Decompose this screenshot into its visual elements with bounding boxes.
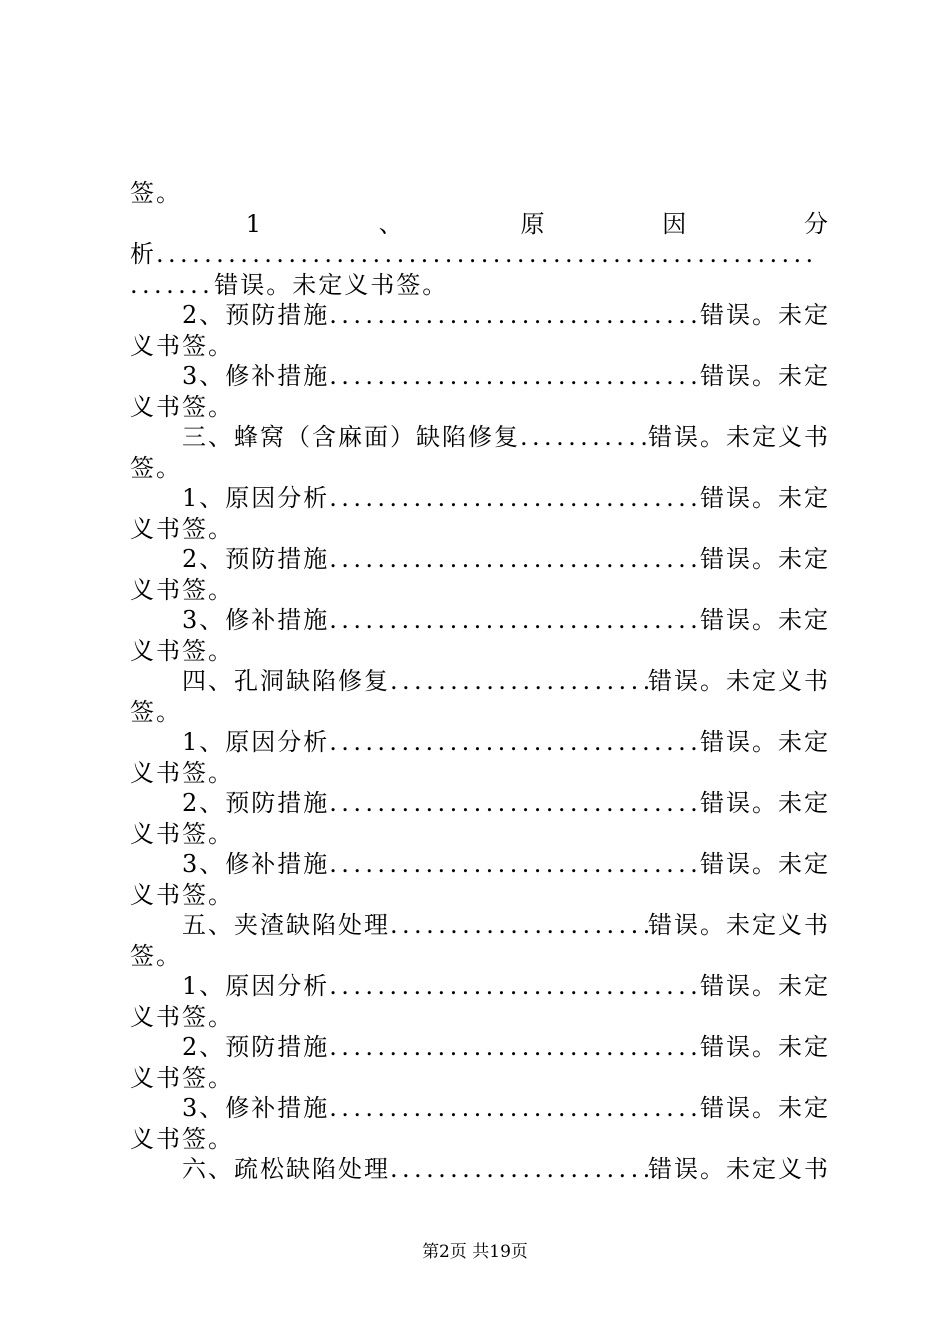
toc-entry-suffix: 错误。未定 [700,1094,830,1122]
toc-entry[interactable] [182,1093,830,1123]
toc-entry-suffix: 错误。未定 [700,606,830,634]
toc-entry-wrap: 义书签。 [130,1003,234,1031]
toc-continuation: 签。 [130,179,182,207]
toc-entry[interactable] [182,1032,830,1062]
toc-entry-label: 三、蜂窝（含麻面）缺陷修复 [182,423,520,451]
toc-entry-wrap: 义书签。 [130,332,234,360]
toc-entry-suffix: 错误。未定 [700,972,830,1000]
toc-entry-suffix: 错误。未定义书 [648,911,830,939]
toc-entry-char: 因 [662,210,689,238]
toc-entry-wrap: 签。 [130,942,182,970]
toc-entry-wrap: 义书签。 [130,637,234,665]
toc-entry[interactable] [182,666,830,696]
toc-entry-number: 1 [245,210,264,238]
toc-entry[interactable] [182,422,830,452]
toc-entry-wrap: 签。 [130,454,182,482]
toc-leader-dots [329,971,700,1001]
toc-entry-label: 2、预防措施 [182,301,330,329]
toc-entry-suffix: 错误。未定 [700,301,830,329]
toc-leader-dots [520,422,648,452]
toc-entry[interactable] [182,788,830,818]
toc-entry-suffix: 错误。未定 [700,789,830,817]
toc-entry-label: 2、预防措施 [182,1033,330,1061]
toc-leader-dots [329,849,700,879]
toc-entry-char: 析 [130,240,156,268]
toc-entry-label: 1、原因分析 [182,728,330,756]
toc-entry-heading-row3 [130,270,830,300]
toc-entry[interactable] [182,910,830,940]
toc-leader-dots [329,300,700,330]
toc-entry-label: 1、原因分析 [182,972,330,1000]
toc-leader-dots [329,361,700,391]
toc-leader-dots [390,910,648,940]
toc-leader-dots [329,1093,700,1123]
page-footer: 第2页 共19页 [422,1242,528,1262]
toc-entry[interactable] [182,1154,830,1184]
toc-entry-wrap: 义书签。 [130,881,234,909]
toc-entry-char: 原 [520,210,547,238]
toc-entry-wrap: 义书签。 [130,759,234,787]
toc-entry-suffix: 错误。未定义书 [648,667,830,695]
toc-entry[interactable] [182,483,830,513]
toc-entry-wrap: 签。 [130,698,182,726]
toc-leader-dots [329,788,700,818]
toc-entry-label: 1、原因分析 [182,484,330,512]
toc-entry-suffix: 错误。未定义书签。 [214,271,449,299]
toc-entry[interactable] [182,300,830,330]
toc-leader-dots [329,1032,700,1062]
toc-entry-heading-justified [130,209,830,239]
toc-entry-label: 四、孔洞缺陷修复 [182,667,390,695]
toc-entry-wrap: 义书签。 [130,515,234,543]
toc-entry-wrap: 义书签。 [130,393,234,421]
toc-entry-label: 3、修补措施 [182,850,330,878]
toc-entry[interactable] [182,727,830,757]
toc-entry[interactable] [182,849,830,879]
toc-leader-dots [329,544,700,574]
toc-entry-wrap: 义书签。 [130,1064,234,1092]
toc-leader-dots [329,727,700,757]
toc-entry-label: 3、修补措施 [182,606,330,634]
toc-entry-suffix: 错误。未定义书 [648,423,830,451]
toc-entry-heading-row2 [130,239,830,269]
toc-entry-wrap: 义书签。 [130,1125,234,1153]
toc-leader-dots [390,1154,648,1184]
toc-entry-suffix: 错误。未定义书 [648,1155,830,1183]
toc-entry-suffix: 错误。未定 [700,850,830,878]
toc-leader-dots [329,483,700,513]
toc-entry-separator: 、 [378,210,405,238]
toc-entry-suffix: 错误。未定 [700,728,830,756]
toc-entry[interactable] [182,361,830,391]
toc-leader-dots: ....................................................... [156,240,818,268]
toc-leader-dots [390,666,648,696]
toc-entry-label: 六、疏松缺陷处理 [182,1155,390,1183]
toc-leader-dots [329,605,700,635]
toc-entry[interactable] [182,544,830,574]
toc-entry-suffix: 错误。未定 [700,362,830,390]
toc-entry-wrap: 义书签。 [130,576,234,604]
toc-entry-label: 3、修补措施 [182,1094,330,1122]
toc-leader-dots: ....... [130,271,215,299]
toc-entry-suffix: 错误。未定 [700,1033,830,1061]
toc-entry[interactable] [182,971,830,1001]
toc-entry-suffix: 错误。未定 [700,484,830,512]
toc-entry-label: 2、预防措施 [182,545,330,573]
toc-entry-char: 分 [803,210,830,238]
toc-entry-wrap: 义书签。 [130,820,234,848]
toc-entry-label: 3、修补措施 [182,362,330,390]
toc-entry-suffix: 错误。未定 [700,545,830,573]
toc-entry-label: 2、预防措施 [182,789,330,817]
toc-entry[interactable] [182,605,830,635]
toc-entry-label: 五、夹渣缺陷处理 [182,911,390,939]
